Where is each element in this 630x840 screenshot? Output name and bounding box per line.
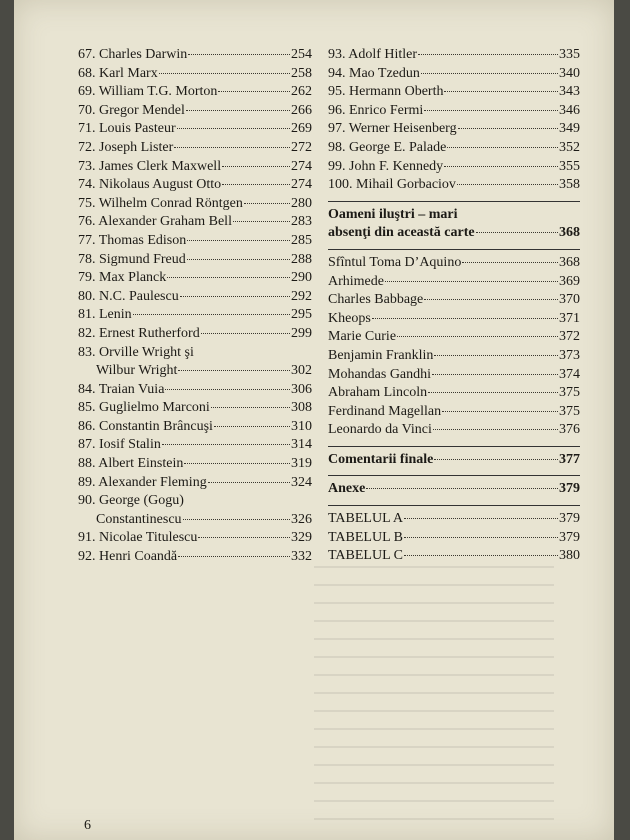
entry-label: 100. Mihail Gorbaciov (328, 177, 456, 193)
entry-label: 72. Joseph Lister (78, 139, 174, 155)
toc-entry (328, 176, 580, 195)
entry-page-number: 379 (559, 511, 580, 527)
entry-label: Charles Babbage (328, 292, 424, 308)
entry-label: 88. Albert Einstein (78, 456, 184, 472)
toc-entry (78, 139, 312, 158)
entry-label: 82. Ernest Rutherford (78, 325, 200, 341)
dot-leader (372, 318, 558, 319)
dot-leader (244, 203, 290, 204)
entry-label: 98. George E. Palade (328, 139, 447, 155)
toc-entry (78, 548, 312, 567)
entry-page-number: 292 (291, 288, 312, 304)
toc-entry-first-line: 90. George (Gogu) (78, 493, 184, 509)
show-through-text (314, 560, 554, 820)
entry-page-number: 306 (291, 381, 312, 397)
toc-left-column (78, 46, 312, 567)
entry-page-number: 285 (291, 232, 312, 248)
toc-entry (328, 65, 580, 84)
entry-page-number: 370 (559, 292, 580, 308)
dot-leader (434, 355, 558, 356)
dot-leader (211, 407, 290, 408)
entry-label: 87. Iosif Stalin (78, 437, 161, 453)
section-divider (328, 446, 580, 447)
dot-leader (421, 73, 558, 74)
dot-leader (222, 184, 290, 185)
entry-page-number: 274 (291, 158, 312, 174)
dot-leader (159, 73, 290, 74)
entry-label: 73. James Clerk Maxwell (78, 158, 222, 174)
dot-leader (404, 555, 558, 556)
dot-leader (178, 556, 290, 557)
entry-label: 86. Constantin Brâncuşi (78, 418, 213, 434)
toc-entry-first-line: 83. Orville Wright şi (78, 344, 194, 360)
annex-entry: Anexe 379 (328, 481, 580, 497)
entry-page-number: 368 (559, 254, 580, 270)
dot-leader (214, 426, 290, 427)
toc-entry (328, 158, 580, 177)
entry-label: 70. Gregor Mendel (78, 102, 185, 118)
entry-label: 78. Sigmund Freud (78, 251, 186, 267)
entry-label: 99. John F. Kennedy (328, 158, 444, 174)
dot-leader (183, 519, 290, 520)
entry-page-number: 326 (291, 511, 312, 527)
entry-page-number: 295 (291, 307, 312, 323)
dot-leader (165, 389, 290, 390)
entry-page-number: 346 (559, 102, 580, 118)
table-entry (328, 510, 580, 529)
table-entry (328, 529, 580, 548)
entry-label: TABELUL C (328, 548, 403, 564)
entry-page-number: 375 (559, 403, 580, 419)
entry-label: 76. Alexander Graham Bell (78, 214, 232, 230)
entry-label: 89. Alexander Fleming (78, 474, 207, 490)
dot-leader (444, 166, 558, 167)
entry-label: 91. Nicolae Titulescu (78, 530, 198, 546)
entry-page-number: 308 (291, 400, 312, 416)
entry-label: 79. Max Planck (78, 270, 167, 286)
entry-label: 68. Karl Marx (78, 65, 158, 81)
entry-label: TABELUL B (328, 529, 403, 545)
entry-page-number: 349 (559, 121, 580, 137)
dot-leader (432, 374, 558, 375)
entry-page-number: 343 (559, 84, 580, 100)
entry-label: TABELUL A (328, 511, 403, 527)
toc-entry (78, 251, 312, 270)
dot-leader (177, 128, 290, 129)
entry-label: Abraham Lincoln (328, 385, 428, 401)
entry-page-number: 329 (291, 530, 312, 546)
absent-section-title-line2: absenţi din această carte 368 (328, 225, 580, 241)
toc-entry (328, 120, 580, 139)
dot-leader (178, 370, 290, 371)
entry-label: 84. Traian Vuia (78, 381, 165, 397)
entry-page-number: 299 (291, 325, 312, 341)
dot-leader (424, 299, 558, 300)
entry-page-number: 324 (291, 474, 312, 490)
toc-entry (328, 102, 580, 121)
toc-entry (78, 325, 312, 344)
dot-leader (167, 277, 290, 278)
entry-label: Sfîntul Toma D’Aquino (328, 254, 462, 270)
absent-section-title-line1: Oameni iluştri – mari (328, 206, 458, 222)
section-divider (328, 475, 580, 476)
toc-entry (78, 102, 312, 121)
entry-label: Leonardo da Vinci (328, 422, 432, 438)
dot-leader (184, 463, 290, 464)
toc-entry (78, 176, 312, 195)
final-comments-entry: Comentarii finale 377 (328, 451, 580, 467)
section-divider (328, 201, 580, 202)
toc-right-column (328, 46, 580, 566)
dot-leader (222, 166, 290, 167)
dot-leader (447, 147, 558, 148)
page-number: 6 (84, 818, 91, 833)
section-divider (328, 249, 580, 250)
dot-leader (462, 262, 558, 263)
toc-entry (78, 288, 312, 307)
dot-leader (397, 336, 558, 337)
absent-entry (328, 421, 580, 440)
toc-entry (78, 474, 312, 493)
entry-page-number: 310 (291, 418, 312, 434)
toc-entry (78, 455, 312, 474)
entry-page-number: 332 (291, 549, 312, 565)
entry-page-number: 262 (291, 84, 312, 100)
entry-page-number: 340 (559, 65, 580, 81)
toc-entry (328, 83, 580, 102)
entry-page-number: 371 (559, 310, 580, 326)
entry-page-number: 302 (291, 363, 312, 379)
dot-leader (404, 537, 558, 538)
entry-label: Ferdinand Magellan (328, 403, 442, 419)
entry-page-number: 290 (291, 270, 312, 286)
toc-entry (78, 381, 312, 400)
dot-leader (186, 110, 290, 111)
entry-page-number: 288 (291, 251, 312, 267)
toc-entry (328, 46, 580, 65)
toc-entry (78, 232, 312, 251)
dot-leader (444, 91, 558, 92)
entry-label: Constantinescu (96, 511, 182, 527)
entry-page-number: 272 (291, 139, 312, 155)
entry-page-number: 258 (291, 65, 312, 81)
entry-page-number: 254 (291, 47, 312, 62)
toc-entry (78, 83, 312, 102)
toc-entry (78, 195, 312, 214)
dot-leader (233, 221, 290, 222)
toc-entry (78, 529, 312, 548)
entry-page-number: 375 (559, 385, 580, 401)
dot-leader (418, 54, 558, 55)
dot-leader (424, 110, 558, 111)
dot-leader (162, 444, 290, 445)
entry-label: 71. Louis Pasteur (78, 121, 176, 137)
absent-entry (328, 273, 580, 292)
toc-entry (78, 269, 312, 288)
toc-entry (78, 362, 312, 381)
dot-leader (218, 91, 290, 92)
entry-page-number: 358 (559, 177, 580, 193)
toc-entry (78, 46, 312, 65)
entry-page-number: 355 (559, 158, 580, 174)
dot-leader (442, 411, 558, 412)
entry-label: Benjamin Franklin (328, 347, 434, 363)
absent-entry (328, 291, 580, 310)
entry-page-number: 274 (291, 177, 312, 193)
entry-page-number: 376 (559, 422, 580, 438)
dot-leader (180, 296, 290, 297)
entry-label: Wilbur Wright (96, 363, 178, 379)
absent-entry (328, 310, 580, 329)
dot-leader (458, 128, 558, 129)
entry-label: Arhimede (328, 273, 384, 289)
entry-label: 97. Werner Heisenberg (328, 121, 457, 137)
entry-label: Marie Curie (328, 329, 397, 345)
toc-entry (78, 158, 312, 177)
entry-label: 95. Hermann Oberth (328, 84, 444, 100)
entry-label: 67. Charles Darwin (78, 47, 188, 62)
dot-leader (174, 147, 290, 148)
entry-label: 74. Nikolaus August Otto (78, 177, 222, 193)
entry-page-number: 372 (559, 329, 580, 345)
entry-page-number: 266 (291, 102, 312, 118)
dot-leader (208, 482, 290, 483)
dot-leader (457, 184, 558, 185)
toc-entry (328, 139, 580, 158)
entry-label: 93. Adolf Hitler (328, 47, 418, 62)
absent-entry (328, 328, 580, 347)
entry-label: 75. Wilhelm Conrad Röntgen (78, 195, 243, 211)
absent-entry (328, 403, 580, 422)
entry-label: 92. Henri Coandă (78, 549, 178, 565)
entry-label: 85. Guglielmo Marconi (78, 400, 210, 416)
entry-page-number: 314 (291, 437, 312, 453)
absent-entry (328, 347, 580, 366)
table-entry (328, 547, 580, 566)
absent-entry (328, 384, 580, 403)
dot-leader (187, 240, 290, 241)
absent-entry (328, 254, 580, 273)
entry-page-number: 374 (559, 366, 580, 382)
dot-leader (404, 518, 558, 519)
toc-entry (78, 213, 312, 232)
entry-label: Mohandas Gandhi (328, 366, 432, 382)
dot-leader (433, 429, 558, 430)
entry-page-number: 319 (291, 456, 312, 472)
toc-entry (78, 65, 312, 84)
toc-entry (78, 418, 312, 437)
entry-page-number: 335 (559, 47, 580, 62)
book-page (14, 0, 614, 840)
dot-leader (133, 314, 290, 315)
absent-entry (328, 366, 580, 385)
entry-page-number: 280 (291, 195, 312, 211)
dot-leader (428, 392, 558, 393)
entry-label: 80. N.C. Paulescu (78, 288, 179, 304)
entry-label: 69. William T.G. Morton (78, 84, 218, 100)
entry-label: Kheops (328, 310, 371, 326)
section-divider (328, 505, 580, 506)
toc-entry (78, 306, 312, 325)
entry-page-number: 269 (291, 121, 312, 137)
entry-label: 77. Thomas Edison (78, 232, 187, 248)
entry-page-number: 352 (559, 139, 580, 155)
entry-page-number: 379 (559, 529, 580, 545)
entry-page-number: 283 (291, 214, 312, 230)
dot-leader (198, 537, 290, 538)
toc-entry (78, 399, 312, 418)
dot-leader (187, 259, 290, 260)
entry-page-number: 373 (559, 347, 580, 363)
toc-entry (78, 511, 312, 530)
dot-leader (385, 281, 558, 282)
entry-label: 94. Mao Tzedun (328, 65, 420, 81)
entry-page-number: 380 (559, 548, 580, 564)
entry-label: 81. Lenin (78, 307, 132, 323)
entry-label: 96. Enrico Fermi (328, 102, 424, 118)
toc-entry (78, 436, 312, 455)
toc-entry (78, 120, 312, 139)
dot-leader (188, 54, 290, 55)
entry-page-number: 369 (559, 273, 580, 289)
dot-leader (201, 333, 290, 334)
